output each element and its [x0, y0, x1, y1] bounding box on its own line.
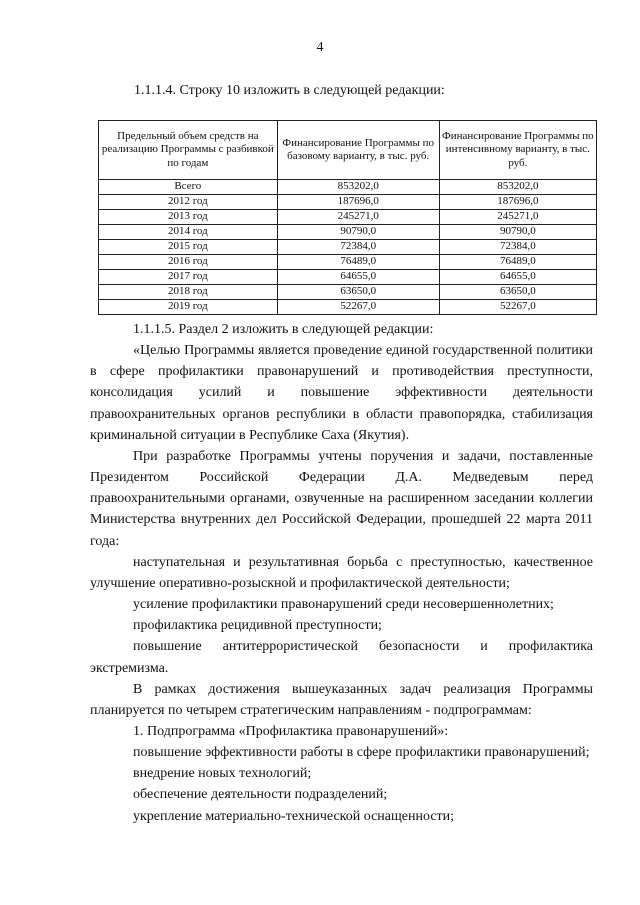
table-cell: 90790,0: [439, 225, 596, 240]
table-cell: 2019 год: [99, 300, 278, 315]
financing-table: [98, 120, 597, 315]
table-header-row: [99, 121, 597, 180]
table-cell: 64655,0: [277, 270, 439, 285]
list-item: укрепление материально-технической оснащенности;: [133, 808, 455, 824]
paragraph: 1.1.1.5. Раздел 2 изложить в следующей редакции:: [133, 322, 434, 337]
table-cell: 2014 год: [99, 225, 278, 240]
page-number: 4: [316, 40, 324, 55]
table-cell: 90790,0: [277, 225, 439, 240]
table-cell: 245271,0: [439, 210, 596, 225]
table-cell: 72384,0: [277, 240, 439, 255]
table-cell: 245271,0: [277, 210, 439, 225]
document-body: [90, 319, 593, 827]
list-item: наступательная и результативная борьба с преступностью, качественное улучшение оперативно-розыскной и профилактической деятельности;: [90, 554, 593, 591]
table-cell: 72384,0: [439, 240, 596, 255]
table-cell: 2016 год: [99, 255, 278, 270]
table-row: [99, 225, 597, 240]
section-heading: 1.1.1.4. Строку 10 изложить в следующей редакции:: [134, 83, 445, 98]
table-row: [99, 240, 597, 255]
table-row: [99, 180, 597, 195]
table-header-cell: Финансирование Программы по базовому варианту, в тыс. руб.: [277, 121, 439, 180]
paragraph: «Целью Программы является проведение единой государственной политики в сфере профилактики правонарушений и противодействия преступности, консолидация усилий и повышение эффективности деятельности правоохранительных органов республики в области правопорядка, стабилизация криминальной ситуации в Республике Саха (Якутия).: [90, 343, 593, 443]
table-header-cell: Финансирование Программы по интенсивному варианту, в тыс. руб.: [439, 121, 596, 180]
table-cell: 2013 год: [99, 210, 278, 225]
table-cell: 853202,0: [277, 180, 439, 195]
table-cell: 187696,0: [277, 195, 439, 210]
list-item: повышение антитеррористической безопасности и профилактика экстремизма.: [90, 639, 593, 676]
table-cell: 76489,0: [277, 255, 439, 270]
subprogram-heading: 1. Подпрограмма «Профилактика правонарушений»:: [133, 723, 449, 739]
list-item: внедрение новых технологий;: [133, 766, 312, 782]
table-cell: 2017 год: [99, 270, 278, 285]
table-cell: 2012 год: [99, 195, 278, 210]
table-header-cell: Предельный объем средств на реализацию Программы с разбивкой по годам: [99, 121, 278, 180]
table-row: [99, 285, 597, 300]
table-row: [99, 270, 597, 285]
paragraph: При разработке Программы учтены поручения и задачи, поставленные Президентом Российской Федерации Д.А. Медведевым перед правоохранительными органами, озвученные на расширенном заседании коллегии Министерства внутренних дел Российской Федерации, прошедшей 22 марта 2011 года:: [90, 448, 593, 549]
list-item: повышение эффективности работы в сфере профилактики правонарушений;: [133, 745, 590, 761]
table-cell: 187696,0: [439, 195, 596, 210]
table-cell: 2018 год: [99, 285, 278, 300]
table-cell: 2015 год: [99, 240, 278, 255]
table-cell: 76489,0: [439, 255, 596, 270]
list-item: обеспечение деятельности подразделений;: [133, 787, 388, 803]
table-cell: 63650,0: [439, 285, 596, 300]
paragraph: В рамках достижения вышеуказанных задач реализация Программы планируется по четырем стратегическим направлениям - подпрограммам:: [90, 681, 593, 718]
table-cell: 52267,0: [439, 300, 596, 315]
table-row: [99, 195, 597, 210]
table-cell: 64655,0: [439, 270, 596, 285]
table-row: [99, 300, 597, 315]
table-row: [99, 210, 597, 225]
table-cell: 52267,0: [277, 300, 439, 315]
list-item: профилактика рецидивной преступности;: [133, 618, 382, 634]
table-cell: 853202,0: [439, 180, 596, 195]
list-item: усиление профилактики правонарушений среди несовершеннолетних;: [133, 597, 554, 613]
table-row: [99, 255, 597, 270]
table-cell: 63650,0: [277, 285, 439, 300]
table-cell: Всего: [99, 180, 278, 195]
